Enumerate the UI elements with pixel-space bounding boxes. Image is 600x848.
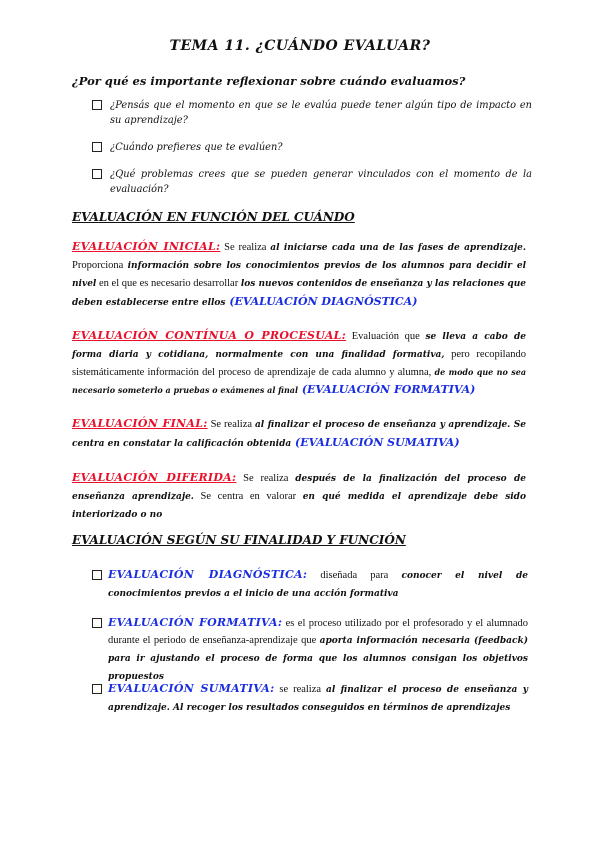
tag-formativa: (EVALUACIÓN FORMATIVA)	[298, 383, 476, 396]
item-text	[92, 566, 528, 603]
page-title: TEMA 11. ¿CUÁNDO EVALUAR?	[169, 38, 431, 54]
text: se realiza	[274, 684, 326, 695]
checkbox-icon[interactable]	[92, 100, 102, 110]
list-item-sumativa	[92, 680, 528, 717]
question-item	[92, 167, 532, 197]
text: pero recopilando sistemáticamente información del proceso de aprendizaje de cada alumno y alumna,	[72, 349, 526, 378]
emphasis: de modo que no sea necesario someterlo a pruebas o exámenes al final	[72, 367, 527, 395]
emphasis: aporta información necesaria (feedback) para ir ajustando el proceso de forma que los alumnos consigan los objetivos propuestos	[108, 636, 528, 682]
text: en el que es necesario desarrollar	[96, 278, 241, 289]
emphasis: los nuevos contenidos de enseñanza y las relaciones que deben establecerse entre ellos	[72, 279, 526, 308]
label-diferida: EVALUACIÓN DIFERIDA:	[72, 471, 237, 484]
emphasis: conocer el nivel de conocimientos previos a el inicio de una acción formativa	[108, 571, 528, 599]
checkbox-icon[interactable]	[92, 142, 102, 152]
label-diagnostica: EVALUACIÓN DIAGNÓSTICA:	[108, 568, 308, 581]
text: Evaluación que	[346, 331, 426, 342]
emphasis: al finalizar el proceso de enseñanza y aprendizaje. Al recoger los resultados conseguidos en términos de aprendizajes	[108, 685, 528, 713]
label-formativa: EVALUACIÓN FORMATIVA:	[108, 616, 283, 629]
text: Se realiza	[220, 242, 271, 253]
text: Proporciona	[72, 260, 128, 271]
checkbox-icon[interactable]	[92, 570, 102, 580]
paragraph-diferida	[72, 469, 526, 524]
question-item	[92, 140, 532, 155]
text: es el proceso utilizado por el profesorado y el alumnado durante el periodo de enseñanza-aprendizaje que	[108, 618, 529, 646]
tag-diagnostica: (EVALUACIÓN DIAGNÓSTICA)	[225, 295, 418, 308]
text: diseñada para	[307, 570, 402, 581]
text: Se realiza	[236, 473, 296, 484]
text: Se realiza	[207, 419, 255, 430]
question-text: ¿Cuándo prefieres que te evalúen?	[110, 142, 283, 153]
list-item-formativa	[92, 614, 528, 686]
paragraph-final	[72, 415, 526, 453]
text: Se centra en valorar	[193, 491, 303, 502]
label-continua: EVALUACIÓN CONTÍNUA O PROCESUAL:	[72, 329, 347, 342]
section-heading-cuando: EVALUACIÓN EN FUNCIÓN DEL CUÁNDO	[72, 210, 355, 224]
checkbox-icon[interactable]	[92, 684, 102, 694]
paragraph-continua	[72, 327, 526, 399]
emphasis: información sobre los conocimientos previos de los alumnos para decidir el nivel	[72, 261, 527, 289]
section-heading-finalidad: EVALUACIÓN SEGÚN SU FINALIDAD Y FUNCIÓN	[72, 533, 406, 547]
emphasis: en qué medida el aprendizaje debe sido interiorizado o no	[72, 492, 526, 520]
why-heading: ¿Por qué es importante reflexionar sobre cuándo evaluamos?	[72, 74, 466, 88]
label-final: EVALUACIÓN FINAL:	[72, 417, 208, 430]
question-text: ¿Qué problemas crees que se pueden generar vinculados con el momento de la evaluación?	[110, 169, 532, 195]
paragraph-inicial	[72, 238, 526, 312]
checkbox-icon[interactable]	[92, 169, 102, 179]
item-text	[92, 680, 528, 717]
emphasis: al iniciarse cada una de las fases de aprendizaje.	[270, 243, 526, 253]
question-text: ¿Pensás que el momento en que se le evalúa puede tener algún tipo de impacto en su aprendizaje?	[110, 100, 532, 126]
label-sumativa: EVALUACIÓN SUMATIVA:	[108, 682, 275, 695]
question-item	[92, 98, 532, 128]
emphasis: después de la finalización del proceso de enseñanza aprendizaje.	[72, 474, 526, 502]
emphasis: se lleva a cabo de forma diaria y cotidiana, normalmente con una finalidad formativa,	[72, 332, 526, 360]
tag-sumativa: (EVALUACIÓN SUMATIVA)	[291, 436, 460, 449]
emphasis: al finalizar el proceso de enseñanza y aprendizaje. Se centra en constatar la calificación obtenida	[72, 420, 526, 449]
list-item-diagnostica	[92, 566, 528, 603]
checkbox-icon[interactable]	[92, 618, 102, 628]
item-text	[92, 614, 528, 686]
label-inicial: EVALUACIÓN INICIAL:	[72, 240, 221, 253]
